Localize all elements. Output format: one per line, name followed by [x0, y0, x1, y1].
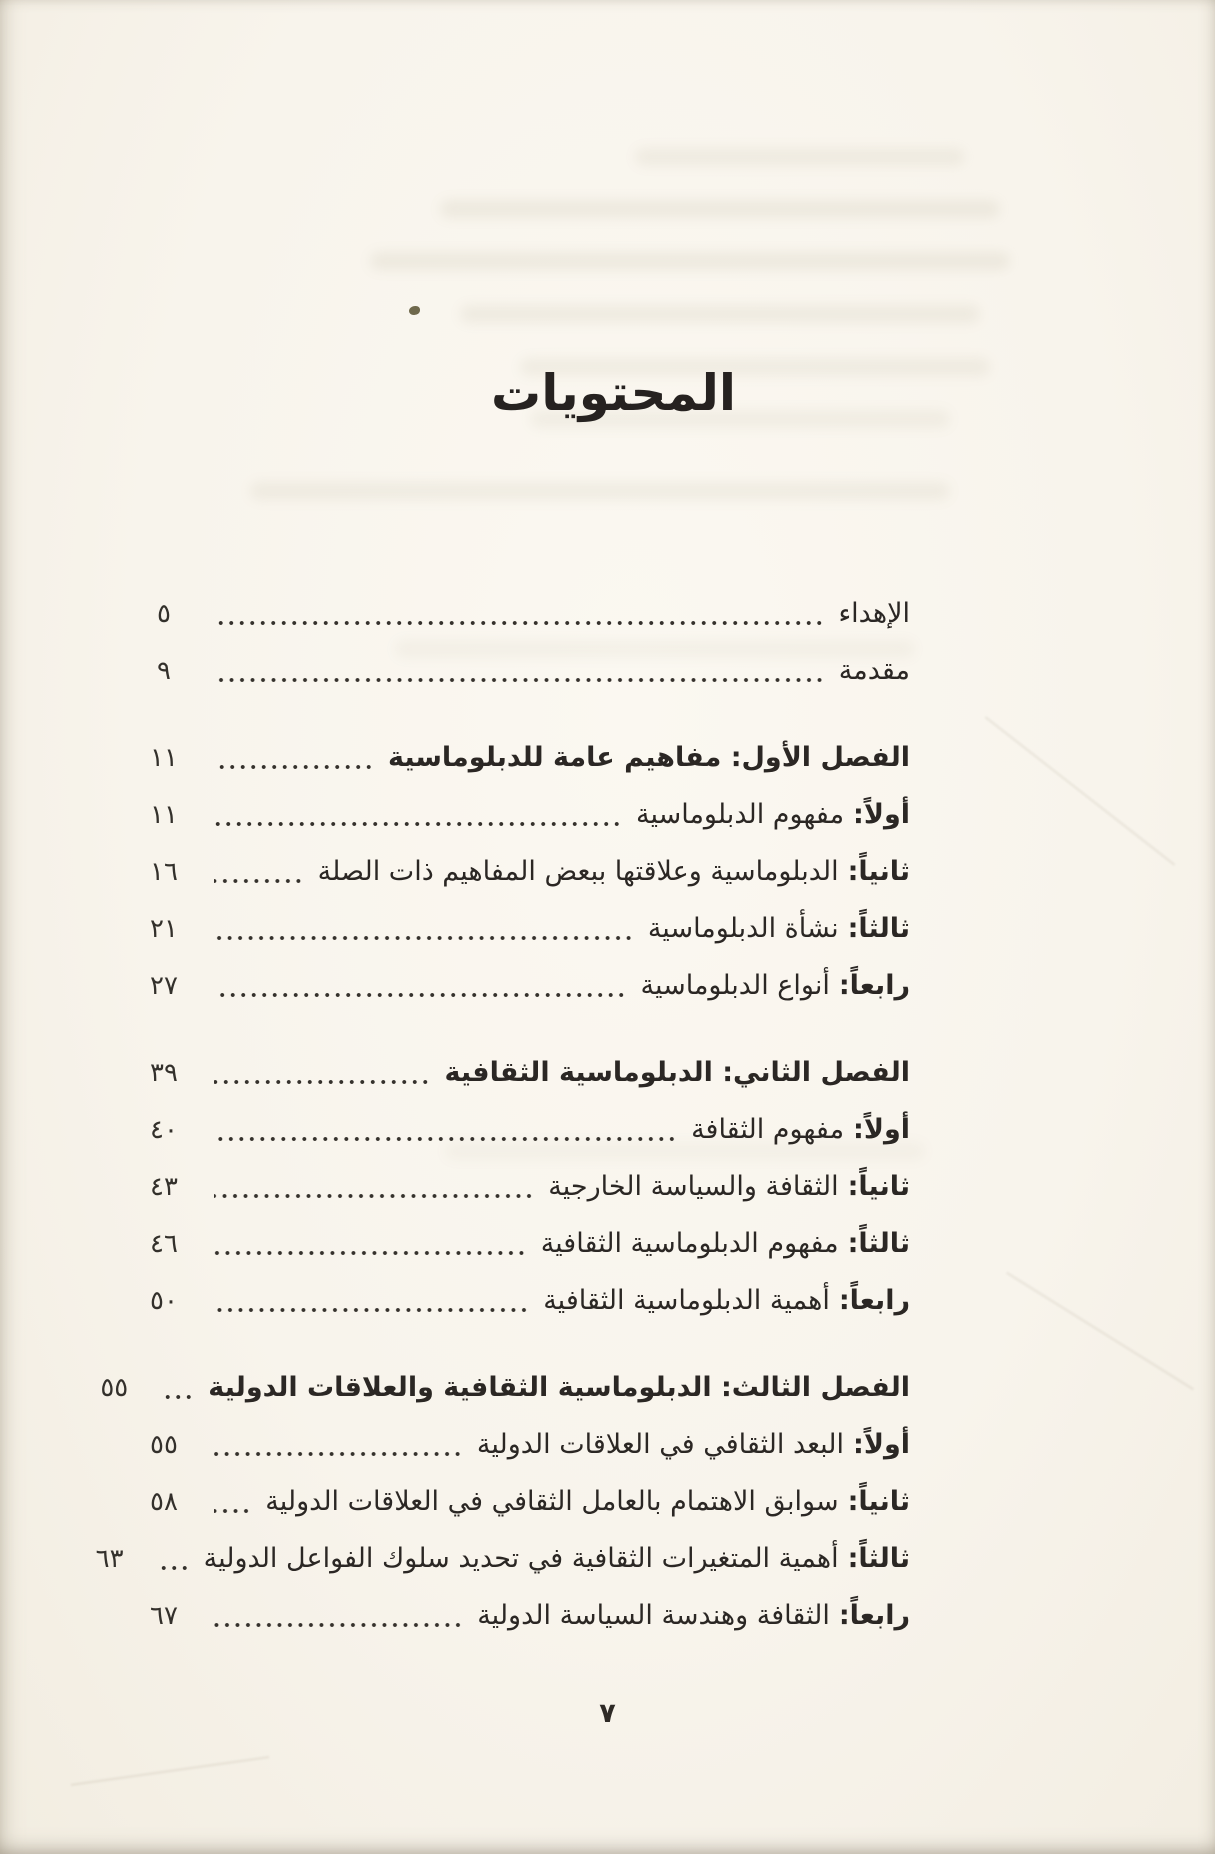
toc-entry-page-number: ٩: [157, 656, 171, 686]
toc-entry-title: الدبلوماسية وعلاقتها ببعض المفاهيم ذات الصلة: [317, 855, 839, 887]
dot-leader: [214, 1584, 463, 1641]
toc-entry-label: [648, 913, 910, 954]
toc-entry-ordinal: ثانياً:: [847, 1485, 910, 1517]
toc-entry-page-number: ٢١: [150, 914, 178, 944]
toc-entry-page-number: ٥٥: [100, 1373, 129, 1403]
toc-entry: [128, 1041, 910, 1098]
toc-entry-page-number: ١١: [150, 743, 178, 773]
toc-entry-title: أنواع الدبلوماسية: [640, 969, 830, 1001]
dot-leader: [214, 1041, 431, 1098]
dot-leader: [214, 1212, 527, 1269]
toc-entry-title: الفصل الثاني: الدبلوماسية الثقافية: [444, 1056, 910, 1088]
toc-entry-ordinal: ثالثاً:: [847, 912, 910, 944]
toc-entry: [128, 1470, 910, 1527]
dot-leader: [214, 639, 825, 696]
toc-entry-page-number: ٥: [157, 599, 171, 629]
toc-entry-title: الفصل الثالث: الدبلوماسية الثقافية والعلاقات الدولية: [208, 1371, 910, 1403]
bleed-through-artifact: [370, 252, 1010, 270]
toc-entry-page-number: ٤٣: [150, 1172, 178, 1202]
toc-entry-label: [318, 856, 910, 897]
dot-leader: [214, 726, 374, 783]
dot-leader: [214, 1470, 251, 1527]
toc-entry-ordinal: أولاً:: [853, 1428, 910, 1460]
toc-entry-ordinal: رابعاً:: [838, 1284, 910, 1316]
toc-entry-page-number: ٤٦: [150, 1229, 178, 1259]
toc-entry-page-number: ٣٩: [150, 1058, 178, 1088]
toc-entry-title: مفهوم الثقافة: [691, 1113, 845, 1145]
toc-entry-title: مقدمة: [838, 654, 910, 686]
toc-entry-title: سوابق الاهتمام بالعامل الثقافي في العلاقات الدولية: [265, 1485, 839, 1517]
dot-leader: [164, 1356, 194, 1413]
toc-entry: [128, 726, 910, 783]
dot-leader: [214, 897, 634, 954]
toc-entry: [128, 1212, 910, 1269]
toc-entry-label: [541, 1228, 910, 1269]
toc-entry: [128, 1098, 910, 1155]
toc-entry: [128, 1155, 910, 1212]
toc-entry-label: [477, 1600, 910, 1641]
toc-entry-page-number: ١١: [150, 800, 178, 830]
toc-entry-ordinal: رابعاً:: [838, 969, 910, 1001]
dot-leader: [214, 1155, 534, 1212]
toc-list: [95, 582, 910, 1641]
toc-entry: [128, 840, 910, 897]
paper-crease: [1006, 1272, 1194, 1390]
toc-entry: [128, 639, 910, 696]
dot-leader: [214, 1413, 463, 1470]
toc-entry-ordinal: رابعاً:: [838, 1599, 910, 1631]
bleed-through-artifact: [460, 305, 980, 323]
toc-entry-title: نشأة الدبلوماسية: [647, 912, 839, 944]
toc-entry-title: الثقافة وهندسة السياسة الدولية: [477, 1599, 830, 1631]
toc-entry-title: البعد الثقافي في العلاقات الدولية: [476, 1428, 845, 1460]
dot-leader: [214, 783, 622, 840]
toc-entry-page-number: ٢٧: [150, 971, 178, 1001]
toc-entry-label: [839, 655, 910, 696]
bleed-through-artifact: [635, 148, 965, 166]
toc-entry-page-number: ١٦: [150, 857, 178, 887]
toc-entry-label: [838, 598, 910, 639]
toc-entry-title: أهمية المتغيرات الثقافية في تحديد سلوك الفواعل الدولية: [203, 1542, 839, 1574]
toc-entry-page-number: ٤٠: [150, 1115, 178, 1145]
toc-entry-page-number: ٦٧: [150, 1601, 178, 1631]
toc-entry-label: [204, 1543, 910, 1584]
toc-entry-ordinal: ثالثاً:: [847, 1227, 910, 1259]
dot-leader: [214, 1269, 529, 1326]
folio-page-number: ٧: [599, 1698, 616, 1729]
toc-entry-label: [548, 1171, 910, 1212]
dot-leader: [160, 1527, 190, 1584]
toc-entry-title: الثقافة والسياسة الخارجية: [548, 1170, 839, 1202]
toc-entry-page-number: ٥٥: [150, 1430, 178, 1460]
bleed-through-artifact: [250, 482, 950, 500]
toc-entry-title: الفصل الأول: مفاهيم عامة للدبلوماسية: [387, 741, 910, 773]
toc-entry-title: الإهداء: [838, 597, 910, 629]
paper-crease: [985, 716, 1175, 865]
toc-entry-label: [691, 1114, 910, 1155]
dot-leader: [214, 1098, 677, 1155]
toc-entry-label: [208, 1372, 910, 1413]
toc-entry-label: [445, 1057, 910, 1098]
toc-entry: [128, 582, 910, 639]
toc-entry: [128, 954, 910, 1011]
toc-entry: [128, 897, 910, 954]
paper-crease: [71, 1756, 269, 1786]
toc-entry: [128, 783, 910, 840]
ink-speck: [409, 306, 420, 315]
page-title: المحتويات: [490, 363, 737, 422]
dot-leader: [214, 582, 824, 639]
toc-entry: [95, 1527, 910, 1584]
toc-entry-ordinal: ثانياً:: [847, 1170, 910, 1202]
toc-entry-ordinal: ثالثاً:: [847, 1542, 910, 1574]
toc-entry-page-number: ٥٠: [150, 1286, 178, 1316]
toc-entry-label: [543, 1285, 910, 1326]
toc-entry: [128, 1584, 910, 1641]
toc-entry-label: [388, 742, 910, 783]
toc-entry: [128, 1269, 910, 1326]
toc-entry-title: مفهوم الدبلوماسية: [635, 798, 845, 830]
toc-entry-page-number: ٥٨: [150, 1487, 178, 1517]
toc-entry-label: [640, 970, 910, 1011]
dot-leader: [214, 954, 626, 1011]
toc-entry-ordinal: أولاً:: [853, 798, 910, 830]
toc-entry-ordinal: ثانياً:: [847, 855, 910, 887]
bleed-through-artifact: [440, 200, 1000, 218]
toc-entry-title: مفهوم الدبلوماسية الثقافية: [540, 1227, 839, 1259]
toc-entry-ordinal: أولاً:: [853, 1113, 910, 1145]
toc-entry: [100, 1356, 910, 1413]
toc-entry-label: [636, 799, 910, 840]
toc-entry-page-number: ٦٣: [95, 1544, 124, 1574]
toc-entry-label: [477, 1429, 910, 1470]
toc-entry-label: [265, 1486, 910, 1527]
toc-entry-title: أهمية الدبلوماسية الثقافية: [543, 1284, 830, 1316]
dot-leader: [214, 840, 304, 897]
toc-entry: [128, 1413, 910, 1470]
